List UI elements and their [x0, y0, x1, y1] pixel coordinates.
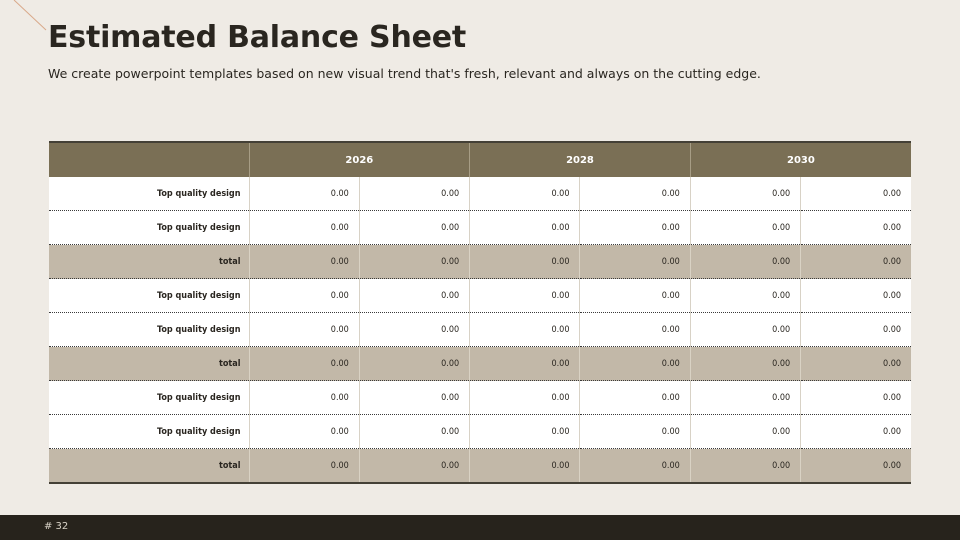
year-header: 2026 [249, 142, 470, 177]
value-cell: 0.00 [470, 415, 580, 449]
value-cell: 0.00 [470, 449, 580, 484]
row-label: total [49, 245, 249, 279]
value-cell: 0.00 [801, 313, 911, 347]
value-cell: 0.00 [359, 211, 469, 245]
value-cell: 0.00 [249, 313, 359, 347]
value-cell: 0.00 [359, 449, 469, 484]
value-cell: 0.00 [580, 313, 690, 347]
row-label: Top quality design [49, 415, 249, 449]
value-cell: 0.00 [470, 177, 580, 211]
value-cell: 0.00 [690, 279, 800, 313]
value-cell: 0.00 [359, 381, 469, 415]
page-subtitle: We create powerpoint templates based on new visual trend that's fresh, relevant and always on the cutting edge. [48, 66, 761, 81]
value-cell: 0.00 [690, 211, 800, 245]
table-body [49, 177, 911, 483]
value-cell: 0.00 [580, 347, 690, 381]
value-cell: 0.00 [690, 381, 800, 415]
value-cell: 0.00 [470, 245, 580, 279]
page-number: # 32 [44, 521, 69, 532]
balance-sheet-table-container [49, 141, 911, 484]
value-cell: 0.00 [801, 211, 911, 245]
table-row [49, 211, 911, 245]
table-row [49, 279, 911, 313]
table-row [49, 381, 911, 415]
value-cell: 0.00 [470, 211, 580, 245]
row-label: Top quality design [49, 279, 249, 313]
value-cell: 0.00 [359, 279, 469, 313]
value-cell: 0.00 [580, 245, 690, 279]
value-cell: 0.00 [249, 211, 359, 245]
value-cell: 0.00 [580, 211, 690, 245]
value-cell: 0.00 [801, 415, 911, 449]
value-cell: 0.00 [801, 177, 911, 211]
row-label: total [49, 449, 249, 484]
page-title: Estimated Balance Sheet [48, 20, 467, 55]
total-row [49, 449, 911, 484]
year-header: 2028 [470, 142, 691, 177]
value-cell: 0.00 [580, 415, 690, 449]
value-cell: 0.00 [580, 449, 690, 484]
value-cell: 0.00 [470, 381, 580, 415]
value-cell: 0.00 [801, 381, 911, 415]
value-cell: 0.00 [359, 313, 469, 347]
value-cell: 0.00 [249, 279, 359, 313]
value-cell: 0.00 [249, 245, 359, 279]
value-cell: 0.00 [690, 177, 800, 211]
header-empty-cell [49, 142, 249, 177]
total-row [49, 245, 911, 279]
table-row [49, 415, 911, 449]
footer-bar [0, 515, 960, 540]
value-cell: 0.00 [359, 177, 469, 211]
row-label: Top quality design [49, 211, 249, 245]
value-cell: 0.00 [249, 415, 359, 449]
value-cell: 0.00 [359, 415, 469, 449]
row-label: total [49, 347, 249, 381]
balance-sheet-table [49, 141, 911, 484]
table-header-row [49, 142, 911, 177]
total-row [49, 347, 911, 381]
value-cell: 0.00 [470, 279, 580, 313]
value-cell: 0.00 [690, 347, 800, 381]
value-cell: 0.00 [470, 347, 580, 381]
value-cell: 0.00 [690, 245, 800, 279]
value-cell: 0.00 [249, 347, 359, 381]
row-label: Top quality design [49, 313, 249, 347]
value-cell: 0.00 [801, 279, 911, 313]
value-cell: 0.00 [249, 177, 359, 211]
row-label: Top quality design [49, 381, 249, 415]
row-label: Top quality design [49, 177, 249, 211]
table-row [49, 313, 911, 347]
value-cell: 0.00 [801, 449, 911, 484]
value-cell: 0.00 [580, 177, 690, 211]
value-cell: 0.00 [249, 449, 359, 484]
table-row [49, 177, 911, 211]
value-cell: 0.00 [801, 347, 911, 381]
value-cell: 0.00 [249, 381, 359, 415]
year-header: 2030 [690, 142, 911, 177]
value-cell: 0.00 [580, 381, 690, 415]
value-cell: 0.00 [690, 415, 800, 449]
value-cell: 0.00 [690, 449, 800, 484]
value-cell: 0.00 [690, 313, 800, 347]
value-cell: 0.00 [359, 245, 469, 279]
value-cell: 0.00 [580, 279, 690, 313]
value-cell: 0.00 [470, 313, 580, 347]
value-cell: 0.00 [801, 245, 911, 279]
value-cell: 0.00 [359, 347, 469, 381]
